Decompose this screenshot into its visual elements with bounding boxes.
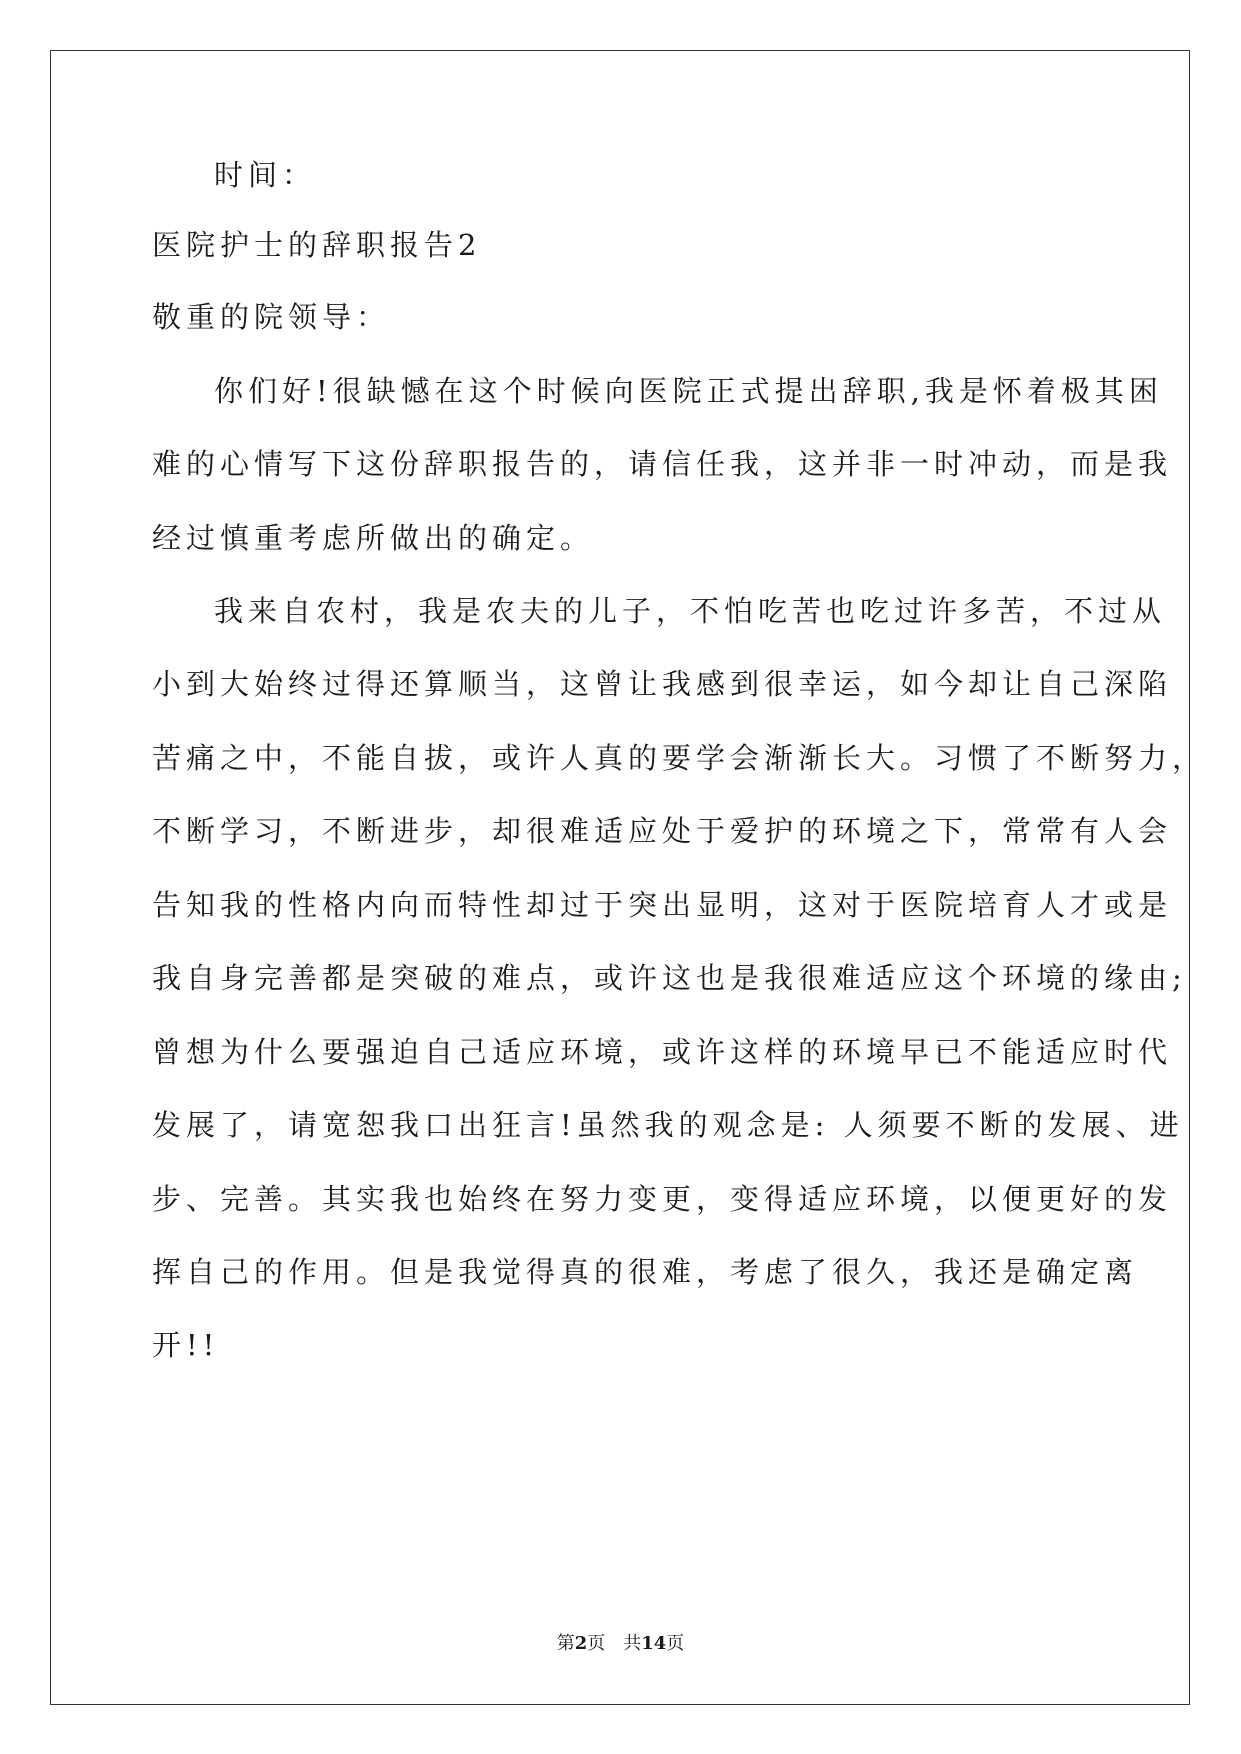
paragraph-line: 我来自农村，我是农夫的儿子，不怕吃苦也吃过许多苦，不过从 [214, 594, 1167, 628]
page-footer [0, 1632, 1241, 1656]
paragraph-line: 我自身完善都是突破的难点，或许这也是我很难适应这个环境的缘由; [152, 961, 1187, 995]
paragraph-line: 发展了，请宽恕我口出狂言!虽然我的观念是: 人须要不断的发展、进 [152, 1108, 1184, 1142]
report-title: 医院护士的辞职报告2 [152, 228, 482, 262]
salutation: 敬重的院领导： [152, 300, 391, 334]
paragraph-line: 你们好!很缺憾在这个时候向医院正式提出辞职,我是怀着极其困 [214, 374, 1163, 408]
footer-page-number: 2 [574, 1633, 588, 1654]
paragraph-line: 开!! [152, 1328, 220, 1362]
paragraph-line: 告知我的性格内向而特性却过于突出显明，这对于医院培育人才或是 [152, 888, 1173, 922]
paragraph-line: 步、完善。其实我也始终在努力变更，变得适应环境，以便更好的发 [152, 1182, 1173, 1216]
paragraph-line: 小到大始终过得还算顺当，这曾让我感到很幸运，如今却让自己深陷 [152, 667, 1173, 701]
footer-total-pages: 14 [641, 1633, 667, 1654]
footer-prefix: 第 [556, 1633, 575, 1654]
paragraph-line: 难的心情写下这份辞职报告的，请信任我，这并非一时冲动，而是我 [152, 447, 1173, 481]
paragraph-line: 曾想为什么要强迫自己适应环境，或许这样的环境早已不能适应时代 [152, 1035, 1173, 1069]
footer-suffix: 页 [666, 1633, 685, 1654]
paragraph-line: 苦痛之中，不能自拔，或许人真的要学会渐渐长大。习惯了不断努力， [152, 741, 1207, 775]
time-label: 时间： [214, 158, 317, 192]
footer-middle: 页 共 [587, 1633, 642, 1654]
paragraph-line: 经过慎重考虑所做出的确定。 [152, 521, 595, 555]
paragraph-line: 不断学习，不断进步，却很难适应处于爱护的环境之下，常常有人会 [152, 814, 1173, 848]
paragraph-line: 挥自己的作用。但是我觉得真的很难，考虑了很久，我还是确定离 [152, 1255, 1139, 1289]
